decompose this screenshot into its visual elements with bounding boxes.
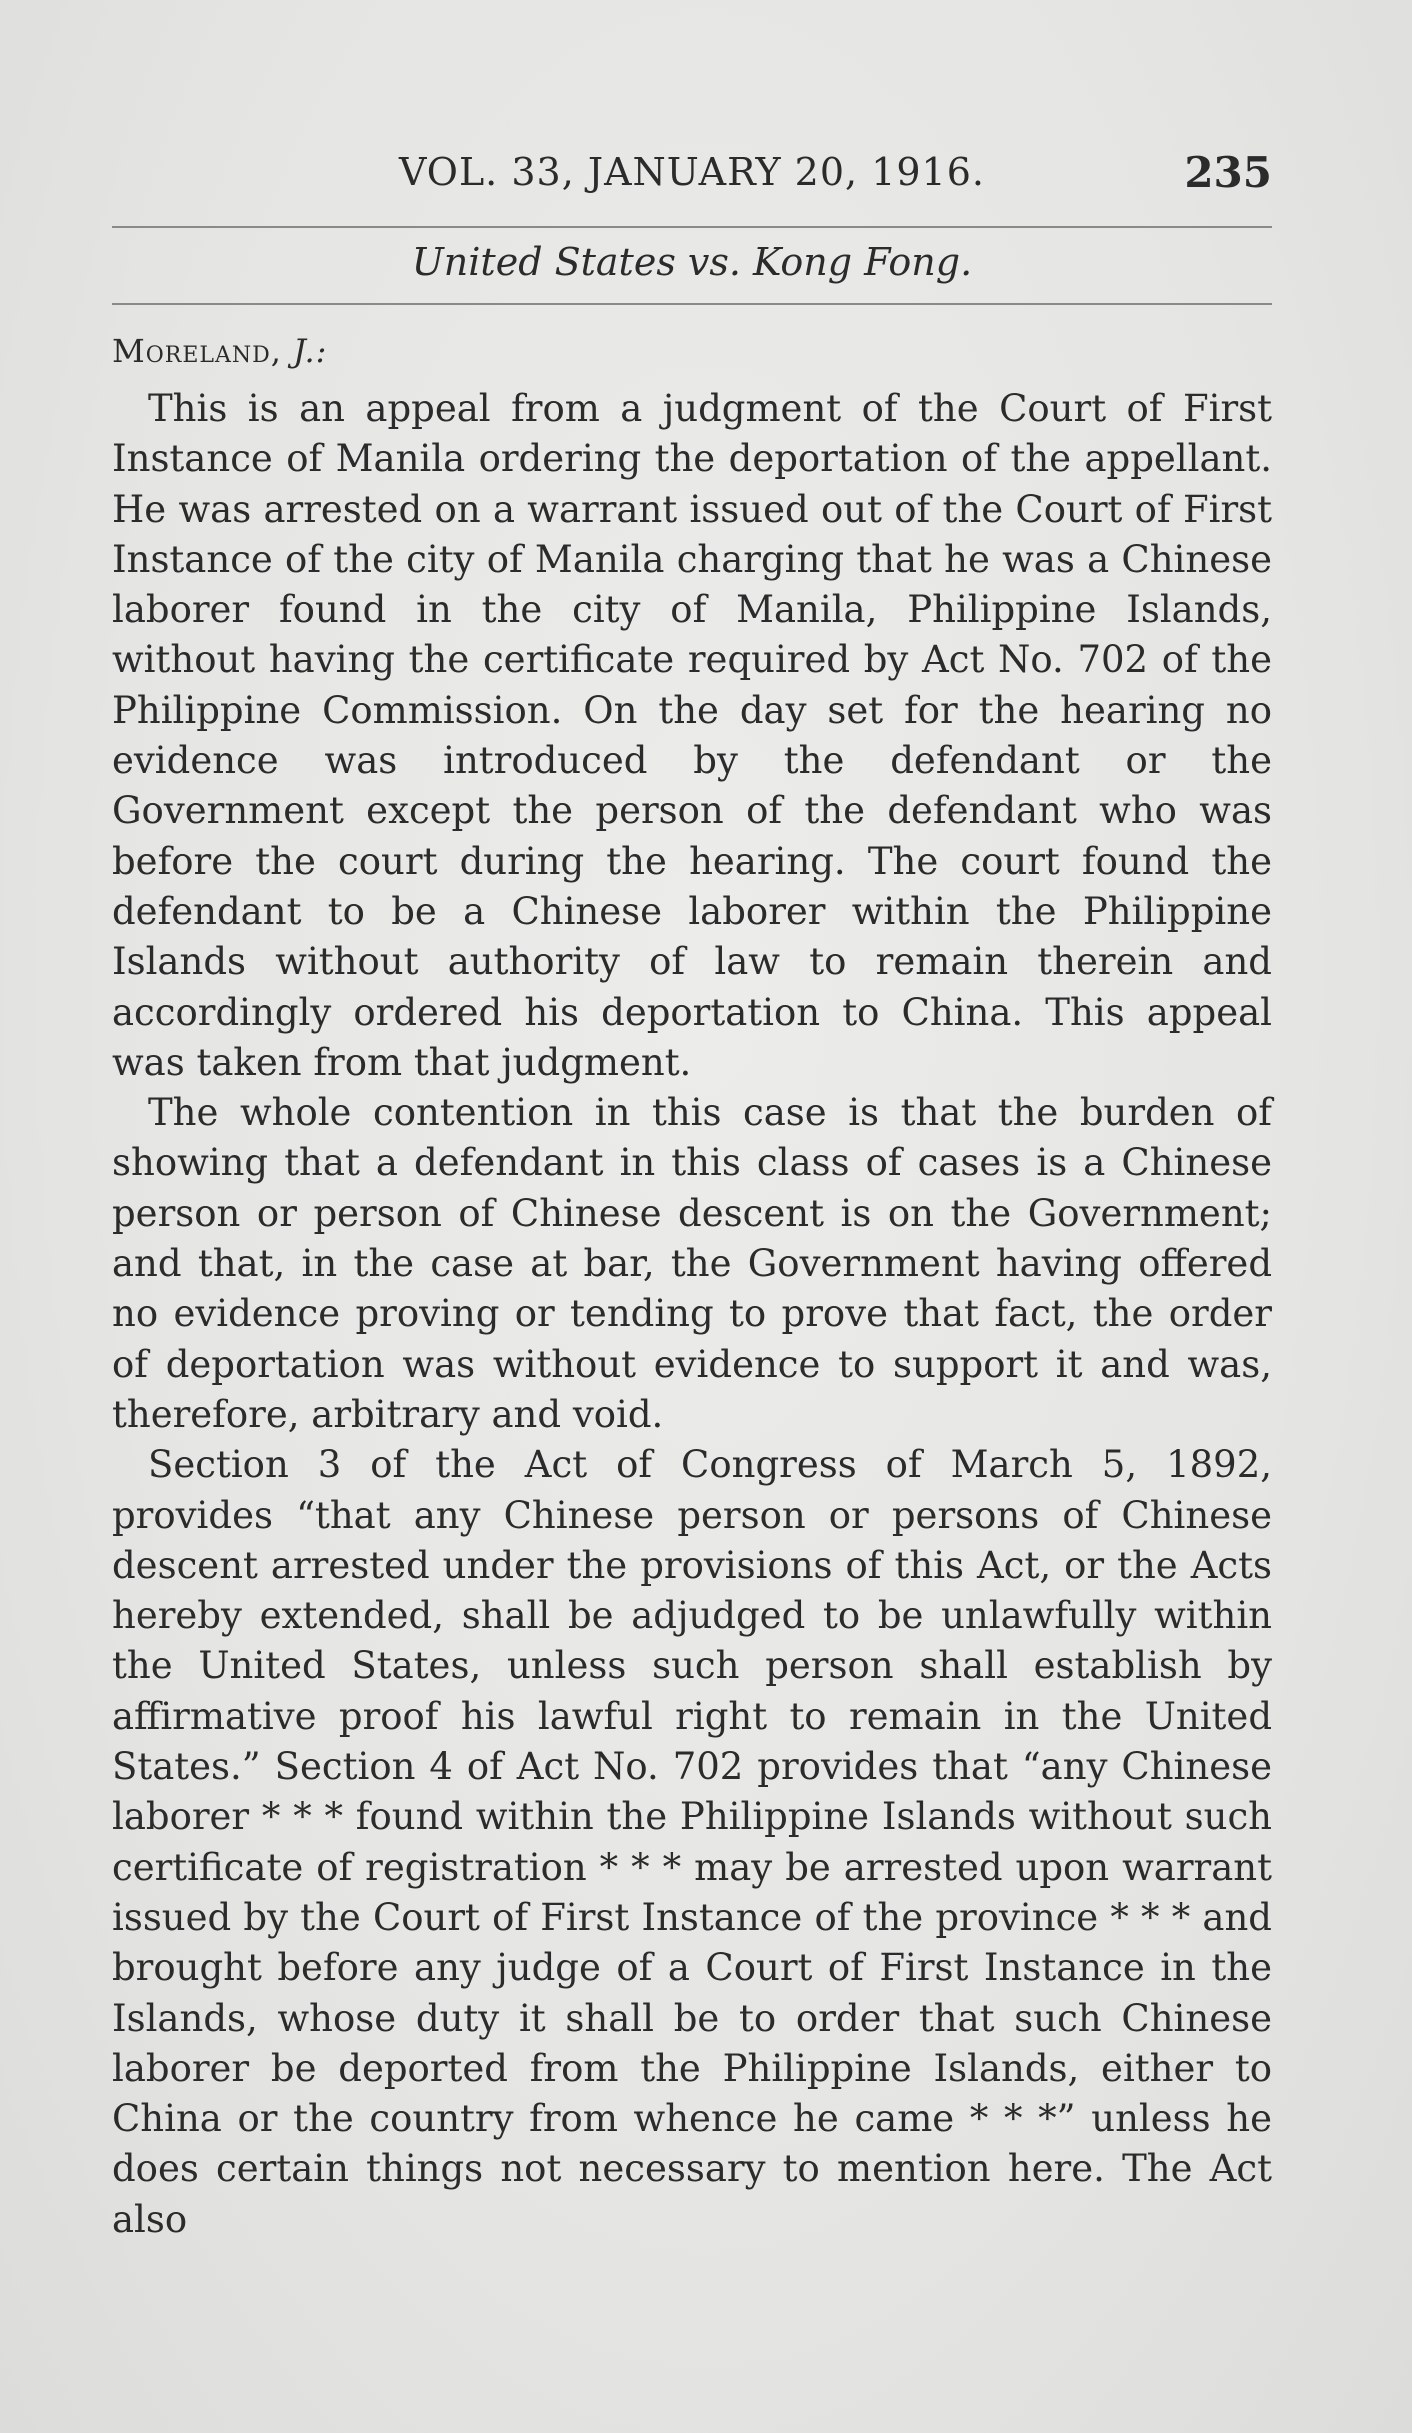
author-name: Moreland, (112, 332, 282, 370)
opinion-author (112, 332, 327, 370)
author-suffix: J.: (293, 332, 328, 370)
page-number: 235 (1184, 148, 1272, 197)
running-head: VOL. 33, JANUARY 20, 1916. (399, 150, 985, 194)
paragraph: Section 3 of the Act of Congress of March 5, 1892, provides “that any Chinese person or persons of Chinese descent arrested under the provisions of this Act, or the Acts hereby extended, shall be adjudged to be unlawfully within the United States, unless such person shall establish by affirmative proof his lawful right to remain in the United States.” Section 4 of Act No. 702 provides that “any Chinese laborer * * * found within the Philippine Islands without such certificate of registration * * * may be arrested upon warrant issued by the Court of First Instance of the province * * * and brought before any judge of a Court of First Instance in the Islands, whose duty it shall be to order that such Chinese laborer be deported from the Philippine Islands, either to China or the country from whence he came * * *” unless he does certain things not necessary to mention here. The Act also (112, 1443, 1272, 2241)
case-title: United States vs. Kong Fong. (411, 240, 973, 284)
header-rule-bottom (112, 303, 1272, 305)
paragraph: The whole contention in this case is that the burden of showing that a defendant in this class of cases is a Chinese person or person of Chinese descent is on the Government; and that, in the case at bar, the Government having offered no evidence proving or tending to prove that fact, the order of deportation was without evidence to support it and was, therefore, arbitrary and void. (112, 1091, 1272, 1436)
opinion-body (112, 384, 1272, 2245)
page-header (112, 150, 1272, 210)
paragraph: This is an appeal from a judgment of the Court of First Instance of Manila ordering the deportation of the appellant. He was arrested on a warrant issued out of the Court of First Instance of the city of Manila charging that he was a Chinese laborer found in the city of Manila, Philippine Islands, without having the certificate required by Act No. 702 of the Philippine Commission. On the day set for the hearing no evidence was introduced by the defendant or the Government except the person of the defendant who was before the court during the hearing. The court found the defendant to be a Chinese laborer within the Philippine Islands without authority of law to remain therein and accordingly ordered his deportation to China. This appeal was taken from that judgment. (112, 387, 1272, 1084)
header-rule-top (112, 226, 1272, 228)
